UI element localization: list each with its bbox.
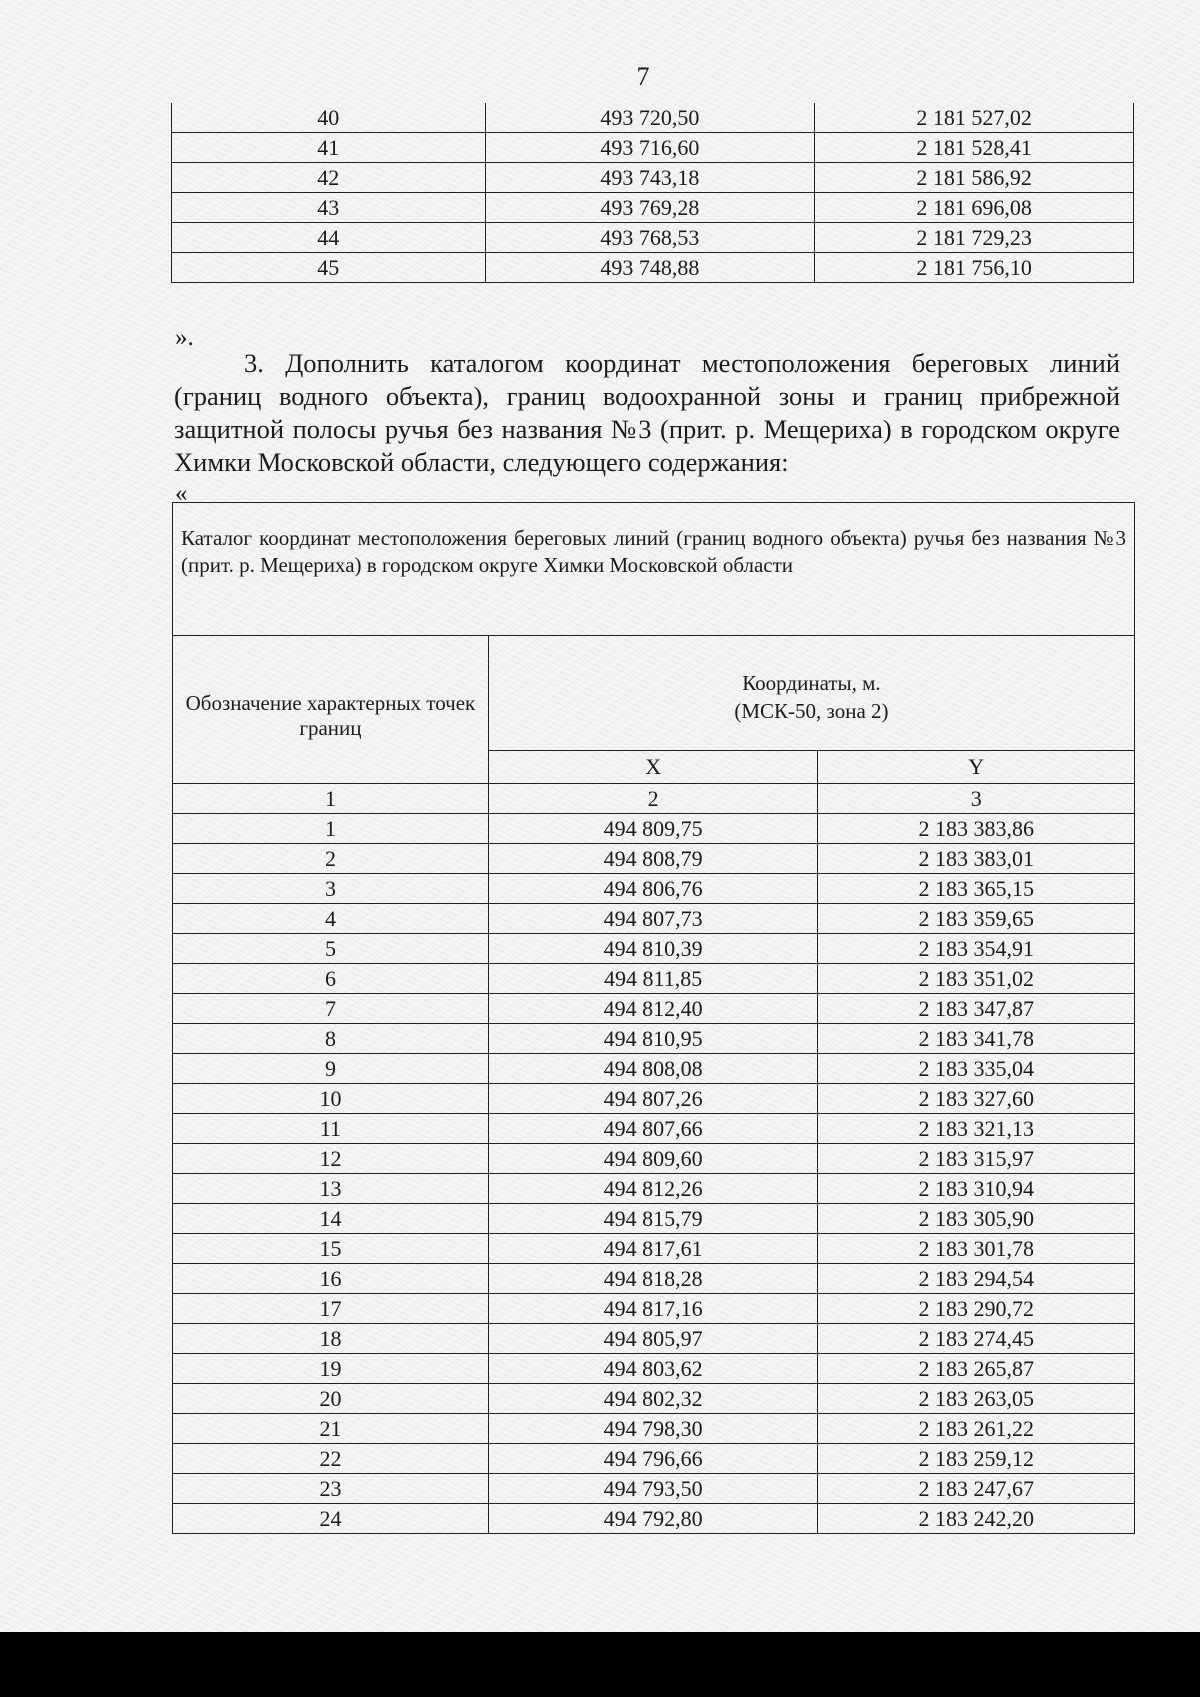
table-row	[173, 1054, 1135, 1084]
column-number: 1	[173, 784, 489, 814]
point-id-cell: 6	[173, 964, 489, 994]
table-row	[173, 1114, 1135, 1144]
x-coordinate-cell: 494 808,79	[488, 844, 818, 874]
point-id-cell: 44	[172, 223, 486, 253]
y-coordinate-cell: 2 181 586,92	[815, 163, 1134, 193]
table-row	[172, 253, 1134, 283]
x-coordinate-cell: 493 769,28	[485, 193, 815, 223]
y-coordinate-cell: 2 181 729,23	[815, 223, 1134, 253]
table-row	[173, 994, 1135, 1024]
header-coordinates-line2: (МСК-50, зона 2)	[734, 699, 889, 723]
x-coordinate-cell: 494 810,39	[488, 934, 818, 964]
point-id-cell: 43	[172, 193, 486, 223]
x-coordinate-cell: 494 807,66	[488, 1114, 818, 1144]
coordinates-catalog-table	[172, 502, 1135, 1534]
y-coordinate-cell: 2 181 696,08	[815, 193, 1134, 223]
scan-bottom-edge	[0, 1632, 1200, 1697]
x-coordinate-cell: 494 809,75	[488, 814, 818, 844]
y-coordinate-cell: 2 183 301,78	[818, 1234, 1135, 1264]
y-coordinate-cell: 2 183 261,22	[818, 1414, 1135, 1444]
y-coordinate-cell: 2 183 274,45	[818, 1324, 1135, 1354]
y-coordinate-cell: 2 183 265,87	[818, 1354, 1135, 1384]
header-points: Обозначение характерных точек границ	[173, 636, 489, 784]
point-id-cell: 10	[173, 1084, 489, 1114]
table-row	[172, 223, 1134, 253]
x-coordinate-cell: 494 808,08	[488, 1054, 818, 1084]
point-id-cell: 1	[173, 814, 489, 844]
point-id-cell: 20	[173, 1384, 489, 1414]
y-coordinate-cell: 2 183 383,01	[818, 844, 1135, 874]
point-id-cell: 5	[173, 934, 489, 964]
table-row	[172, 133, 1134, 163]
point-id-cell: 16	[173, 1264, 489, 1294]
x-coordinate-cell: 494 793,50	[488, 1474, 818, 1504]
column-number: 3	[818, 784, 1135, 814]
x-coordinate-cell: 494 807,26	[488, 1084, 818, 1114]
closing-quote: ».	[175, 324, 194, 351]
table-row	[173, 1354, 1135, 1384]
point-id-cell: 12	[173, 1144, 489, 1174]
y-coordinate-cell: 2 183 290,72	[818, 1294, 1135, 1324]
x-coordinate-cell: 493 720,50	[485, 103, 815, 133]
y-coordinate-cell: 2 183 354,91	[818, 934, 1135, 964]
y-coordinate-cell: 2 183 259,12	[818, 1444, 1135, 1474]
amendment-paragraph	[174, 347, 1120, 479]
point-id-cell: 23	[173, 1474, 489, 1504]
y-coordinate-cell: 2 183 327,60	[818, 1084, 1135, 1114]
point-id-cell: 21	[173, 1414, 489, 1444]
page-number: 7	[636, 62, 650, 91]
amendment-paragraph-text: 3. Дополнить каталогом координат местоположения береговых линий (границ водного объекта), границ водоохранной зоны и границ прибрежной защитной полосы ручья без названия №3 (прит. р. Мещериха) в городском округе Химки Московской области, следующего содержания:	[174, 348, 1120, 477]
y-coordinate-cell: 2 183 359,65	[818, 904, 1135, 934]
x-coordinate-cell: 494 806,76	[488, 874, 818, 904]
table-row	[173, 1294, 1135, 1324]
header-coordinates-line1: Координаты, м.	[742, 671, 881, 695]
x-coordinate-cell: 494 796,66	[488, 1444, 818, 1474]
table-row	[173, 1024, 1135, 1054]
header-y: Y	[818, 751, 1135, 784]
y-coordinate-cell: 2 183 294,54	[818, 1264, 1135, 1294]
column-number: 2	[488, 784, 818, 814]
opening-quote: «	[175, 480, 188, 507]
table-header-row	[173, 636, 1135, 751]
table-row	[173, 1174, 1135, 1204]
x-coordinate-cell: 494 802,32	[488, 1384, 818, 1414]
point-id-cell: 17	[173, 1294, 489, 1324]
table-row	[173, 1324, 1135, 1354]
table-row	[173, 1264, 1135, 1294]
y-coordinate-cell: 2 183 315,97	[818, 1144, 1135, 1174]
table-caption-row	[173, 503, 1135, 636]
point-id-cell: 7	[173, 994, 489, 1024]
point-id-cell: 14	[173, 1204, 489, 1234]
table-row	[173, 1144, 1135, 1174]
x-coordinate-cell: 494 803,62	[488, 1354, 818, 1384]
y-coordinate-cell: 2 183 321,13	[818, 1114, 1135, 1144]
point-id-cell: 4	[173, 904, 489, 934]
table-row	[173, 874, 1135, 904]
x-coordinate-cell: 493 743,18	[485, 163, 815, 193]
table-row	[172, 163, 1134, 193]
table-row	[173, 1384, 1135, 1414]
table-row	[173, 1504, 1135, 1534]
point-id-cell: 13	[173, 1174, 489, 1204]
y-coordinate-cell: 2 183 242,20	[818, 1504, 1135, 1534]
point-id-cell: 18	[173, 1324, 489, 1354]
point-id-cell: 22	[173, 1444, 489, 1474]
y-coordinate-cell: 2 183 305,90	[818, 1204, 1135, 1234]
point-id-cell: 11	[173, 1114, 489, 1144]
y-coordinate-cell: 2 181 528,41	[815, 133, 1134, 163]
point-id-cell: 40	[172, 103, 486, 133]
x-coordinate-cell: 494 817,16	[488, 1294, 818, 1324]
point-id-cell: 19	[173, 1354, 489, 1384]
header-coordinates	[488, 636, 1134, 751]
table-row	[173, 1084, 1135, 1114]
x-coordinate-cell: 493 716,60	[485, 133, 815, 163]
x-coordinate-cell: 494 817,61	[488, 1234, 818, 1264]
header-x: X	[488, 751, 818, 784]
y-coordinate-cell: 2 183 247,67	[818, 1474, 1135, 1504]
table-row	[173, 1414, 1135, 1444]
x-coordinate-cell: 494 812,26	[488, 1174, 818, 1204]
table-row	[173, 844, 1135, 874]
y-coordinate-cell: 2 183 310,94	[818, 1174, 1135, 1204]
x-coordinate-cell: 494 810,95	[488, 1024, 818, 1054]
x-coordinate-cell: 494 807,73	[488, 904, 818, 934]
x-coordinate-cell: 494 815,79	[488, 1204, 818, 1234]
x-coordinate-cell: 494 812,40	[488, 994, 818, 1024]
y-coordinate-cell: 2 181 527,02	[815, 103, 1134, 133]
x-coordinate-cell: 493 768,53	[485, 223, 815, 253]
coordinates-table-continuation	[171, 103, 1134, 283]
x-coordinate-cell: 494 811,85	[488, 964, 818, 994]
table-row	[173, 814, 1135, 844]
y-coordinate-cell: 2 183 335,04	[818, 1054, 1135, 1084]
y-coordinate-cell: 2 183 383,86	[818, 814, 1135, 844]
column-number-row	[173, 784, 1135, 814]
point-id-cell: 9	[173, 1054, 489, 1084]
table-caption: Каталог координат местоположения береговых линий (границ водного объекта) ручья без названия №3 (прит. р. Мещериха) в городском округе Химки Московской области	[173, 503, 1135, 636]
table-row	[172, 193, 1134, 223]
table-row	[173, 1474, 1135, 1504]
table-row	[173, 964, 1135, 994]
table-row	[173, 1444, 1135, 1474]
point-id-cell: 15	[173, 1234, 489, 1264]
y-coordinate-cell: 2 183 351,02	[818, 964, 1135, 994]
y-coordinate-cell: 2 183 347,87	[818, 994, 1135, 1024]
table-row	[173, 934, 1135, 964]
table-row	[173, 1204, 1135, 1234]
x-coordinate-cell: 493 748,88	[485, 253, 815, 283]
table-row	[172, 103, 1134, 133]
x-coordinate-cell: 494 809,60	[488, 1144, 818, 1174]
x-coordinate-cell: 494 792,80	[488, 1504, 818, 1534]
y-coordinate-cell: 2 183 365,15	[818, 874, 1135, 904]
point-id-cell: 2	[173, 844, 489, 874]
point-id-cell: 45	[172, 253, 486, 283]
x-coordinate-cell: 494 818,28	[488, 1264, 818, 1294]
y-coordinate-cell: 2 183 341,78	[818, 1024, 1135, 1054]
table-row	[173, 1234, 1135, 1264]
y-coordinate-cell: 2 181 756,10	[815, 253, 1134, 283]
point-id-cell: 8	[173, 1024, 489, 1054]
point-id-cell: 24	[173, 1504, 489, 1534]
point-id-cell: 42	[172, 163, 486, 193]
point-id-cell: 41	[172, 133, 486, 163]
point-id-cell: 3	[173, 874, 489, 904]
x-coordinate-cell: 494 798,30	[488, 1414, 818, 1444]
x-coordinate-cell: 494 805,97	[488, 1324, 818, 1354]
y-coordinate-cell: 2 183 263,05	[818, 1384, 1135, 1414]
table-row	[173, 904, 1135, 934]
